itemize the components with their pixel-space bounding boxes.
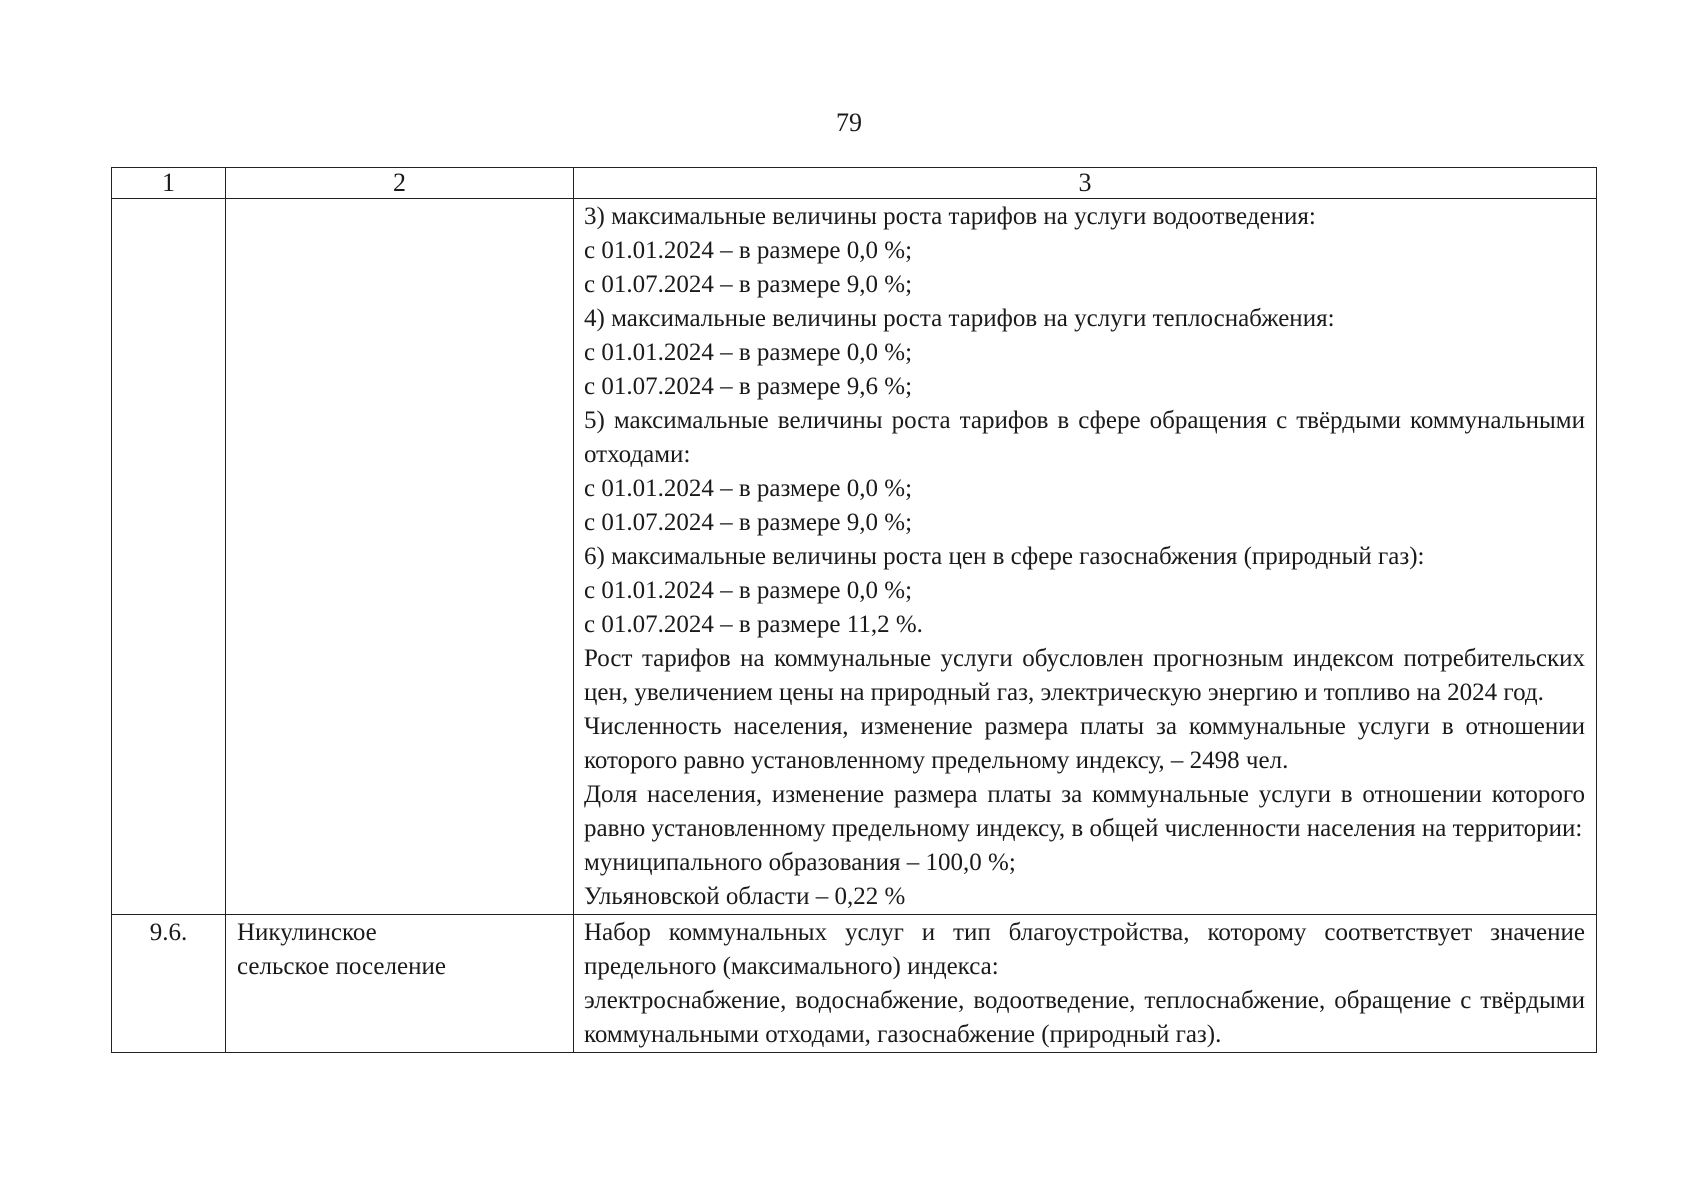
content-line: с 01.07.2024 – в размере 9,0 %; [584,271,913,298]
content-line: с 01.07.2024 – в размере 9,0 %; [584,509,913,536]
content-line: Ульяновской области – 0,22 % [584,883,906,910]
row-name-cell [226,199,574,915]
content-line: с 01.01.2024 – в размере 0,0 %; [584,339,913,366]
content-line: с 01.01.2024 – в размере 0,0 %; [584,237,913,264]
content-paragraph: 5) максимальные величины роста тарифов в сфере обращения с твёрдыми коммунальными отходами: [584,407,1585,468]
content-paragraph: Набор коммунальных услуг и тип благоустройства, которому соответствует значение предельного (максимального) индекса: [584,919,1585,980]
content-paragraph: Рост тарифов на коммунальные услуги обусловлен прогнозным индексом потребительских цен, увеличением цены на природный газ, электрическую энергию и топливо на 2024 год. [584,645,1585,706]
content-line: 4) максимальные величины роста тарифов на услуги теплоснабжения: [584,305,1335,332]
content-paragraph: Численность населения, изменение размера платы за коммунальные услуги в отношении которого равно установленному предельному индексу, – 2498 чел. [584,713,1585,774]
table-row-continued [112,199,1597,915]
row-content-cell [574,199,1597,915]
row-content-cell [574,915,1597,1053]
content-line: с 01.07.2024 – в размере 9,6 %; [584,373,913,400]
table-header-row [112,168,1597,199]
content-line: 3) максимальные величины роста тарифов на услуги водоотведения: [584,203,1316,230]
page-number: 79 [836,108,862,137]
content-paragraph: электроснабжение, водоснабжение, водоотведение, теплоснабжение, обращение с твёрдыми коммунальными отходами, газоснабжение (природный газ). [584,987,1585,1048]
row-name-cell [226,915,574,1053]
settlement-name-line: Никулинское [237,919,377,946]
settlement-name-line: сельское поселение [237,953,446,980]
content-line: 6) максимальные величины роста цен в сфере газоснабжения (природный газ): [584,543,1425,570]
table-row-9-6 [112,915,1597,1053]
content-line: с 01.01.2024 – в размере 0,0 %; [584,475,913,502]
row-number-cell [112,199,226,915]
column-header-1: 1 [112,168,226,199]
row-number-cell: 9.6. [112,915,226,1053]
indices-table [111,167,1597,1053]
content-line: с 01.07.2024 – в размере 11,2 %. [584,611,923,638]
content-line: с 01.01.2024 – в размере 0,0 %; [584,577,913,604]
column-header-2: 2 [226,168,574,199]
content-line: муниципального образования – 100,0 %; [584,849,1016,876]
content-paragraph: Доля населения, изменение размера платы за коммунальные услуги в отношении которого равно установленному предельному индексу, в общей численности населения на территории: [584,781,1585,842]
column-header-3: 3 [574,168,1597,199]
